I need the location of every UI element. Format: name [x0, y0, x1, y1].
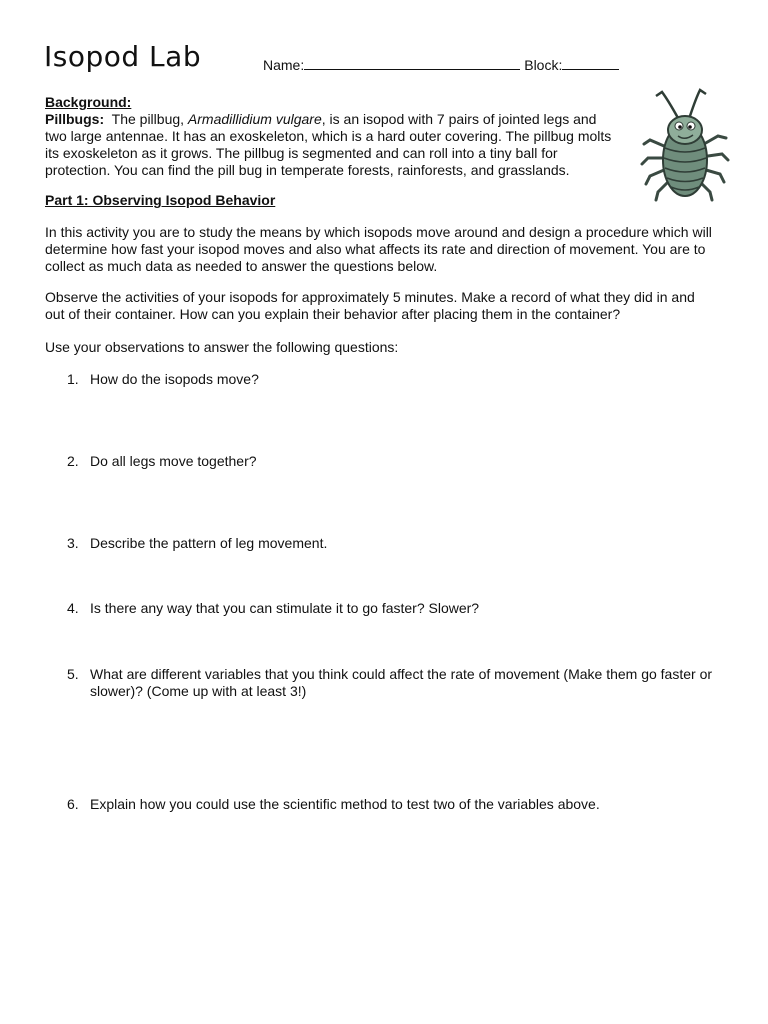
part1-paragraph-2: Observe the activities of your isopods for approximately 5 minutes. Make a record of what they did in and out of their container. How can you explain their behavior after placing them in the container?: [45, 289, 695, 322]
species-name: Armadillidium vulgare: [187, 111, 322, 127]
background-intro: The pillbug,: [104, 111, 188, 127]
pillbugs-term: Pillbugs:: [45, 111, 105, 127]
question-item: [67, 535, 717, 552]
background-section: [45, 94, 725, 179]
question-number: 3.: [67, 535, 79, 551]
question-number: 2.: [67, 453, 79, 469]
question-number: 5.: [67, 666, 79, 682]
pillbug-illustration: [638, 86, 732, 206]
question-item: [67, 453, 717, 470]
question-number: 6.: [67, 796, 79, 812]
part1-paragraph-1: In this activity you are to study the means by which isopods move around and design a procedure which will determine how fast your isopod moves and also what affects its rate and direction of movement. You are to collect as much data as needed to answer the questions below.: [45, 224, 712, 274]
question-item: [67, 600, 717, 617]
name-blank[interactable]: [304, 56, 520, 70]
part1-paragraph-3: Use your observations to answer the following questions:: [45, 339, 399, 355]
question-text: Is there any way that you can stimulate it to go faster? Slower?: [90, 600, 480, 616]
block-label: Block:: [524, 57, 563, 73]
background-heading: Background:: [45, 94, 132, 110]
name-label: Name:: [263, 57, 305, 73]
background-body: , is an isopod with 7 pairs of jointed legs and two large antennae. It has an exoskeleton, which is a hard outer covering. The pillbug molts its exoskeleton as it grows. The pillbug is segmented and can roll into a tiny ball for protection. You can find the pill bug in temperate forests, rainforests, and grasslands.: [45, 111, 612, 178]
part1-heading: Part 1: Observing Isopod Behavior: [45, 192, 276, 208]
question-number: 1.: [67, 371, 79, 387]
question-text: What are different variables that you think could affect the rate of movement (Make them go faster or slower)? (Come up with at least 3!): [90, 666, 713, 699]
background-text: [45, 111, 620, 179]
name-block-line: [263, 56, 619, 73]
worksheet-title: Isopod Lab: [44, 40, 202, 73]
question-item: [67, 666, 717, 700]
question-text: How do the isopods move?: [90, 371, 259, 387]
question-text: Describe the pattern of leg movement.: [90, 535, 328, 551]
question-text: Do all legs move together?: [90, 453, 257, 469]
question-number: 4.: [67, 600, 79, 616]
block-blank[interactable]: [562, 56, 619, 70]
question-text: Explain how you could use the scientific method to test two of the variables above.: [90, 796, 600, 812]
question-item: [67, 796, 717, 813]
question-item: [67, 371, 717, 388]
